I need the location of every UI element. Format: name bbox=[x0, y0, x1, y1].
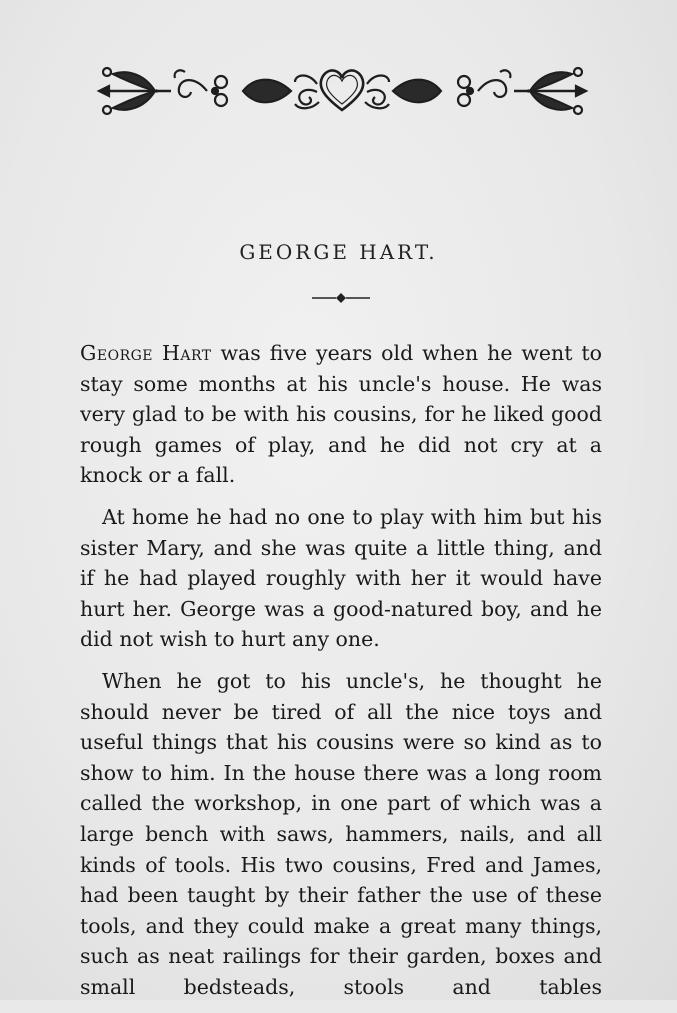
paragraph-1 bbox=[80, 338, 602, 491]
paragraph-1-text: was five years old when he went to stay some months at his uncle's house. He was very glad to be with his cousins, for he liked good rough games of play, and he did not cry at a knock or a fall. bbox=[80, 341, 602, 488]
name-first: George bbox=[80, 341, 154, 365]
floral-heart-ornament-icon bbox=[95, 58, 590, 124]
paragraph-3: When he got to his uncle's, he thought he should never be tired of all the nice toys and useful things that his cousins were so kind as to show to him. In the house there was a long room called the workshop, in one part of which was a large bench with saws, hammers, nails, and all kinds of tools. His two cousins, Fred and James, had been taught by their father the use of these tools, and they could make a great many things, such as neat railings for their garden, boxes and small bedsteads, stools and tables bbox=[80, 668, 602, 999]
paragraph-2: At home he had no one to play with him but his sister Mary, and she was quite a little thing, and if he had played roughly with her it would have hurt her. George was a good-natured boy, and he did not wish to hurt any one. bbox=[80, 504, 602, 652]
chapter-title: GEORGE HART. bbox=[239, 240, 438, 264]
decorative-divider-icon bbox=[312, 291, 370, 305]
chapter-body bbox=[80, 338, 602, 1013]
name-last: Hart bbox=[161, 341, 212, 365]
